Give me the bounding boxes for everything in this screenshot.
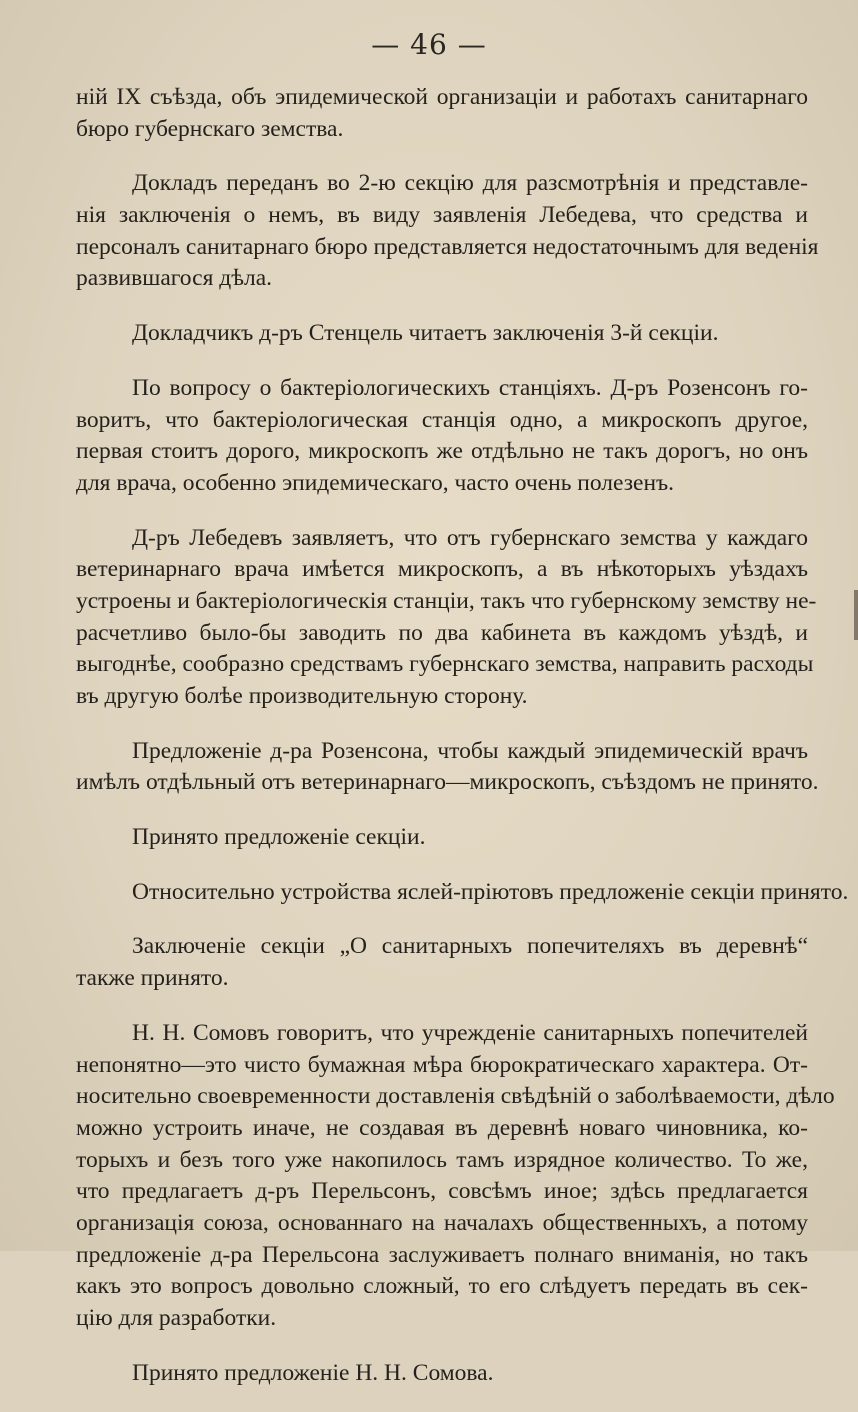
- paragraph-6: [76, 736, 819, 799]
- text-line: Докладъ переданъ во 2-ю секцію для разсмотрѣнія и представле-: [132, 170, 808, 197]
- page-body: [76, 82, 849, 1412]
- text-line: какъ это вопросъ довольно сложный, то его слѣдуетъ передать въ сек-: [76, 1273, 808, 1300]
- text-line: Принято предложеніе секціи.: [132, 824, 426, 851]
- text-line: По вопросу о бактеріологическихъ станціяхъ. Д-ръ Розенсонъ го-: [132, 374, 808, 401]
- paragraph-7: [76, 822, 808, 854]
- text-line: цію для разработки.: [76, 1305, 277, 1331]
- text-line: для врача, особенно эпидемическаго, часто очень полезенъ.: [76, 469, 675, 496]
- text-line: Предложеніе д-ра Розенсона, чтобы каждый эпидемическій врачъ: [132, 737, 808, 764]
- text-line: выгоднѣе, сообразно средствамъ губернскаго земства, направить расходы: [76, 651, 814, 678]
- text-line: организація союза, основаннаго на началахъ общественныхъ, а потому: [76, 1209, 808, 1236]
- text-line: расчетливо было-бы заводить по два кабинета въ каждомъ уѣздѣ, и: [76, 619, 808, 646]
- text-line: Н. Н. Сомовъ говоритъ, что учрежденіе санитарныхъ попечителей: [132, 1019, 808, 1046]
- text-line: бюро губернскаго земства.: [76, 115, 344, 142]
- text-line: имѣлъ отдѣльный отъ ветеринарнаго—микроскопъ, съѣздомъ не принято.: [76, 769, 819, 796]
- text-line: Д-ръ Лебедевъ заявляетъ, что отъ губернскаго земства у каждаго: [132, 524, 808, 551]
- paragraph-11: [76, 1358, 808, 1390]
- text-line: Принято предложеніе Н. Н. Сомова.: [132, 1359, 494, 1386]
- text-line: ветеринарнаго врача имѣется микроскопъ, а въ нѣкоторыхъ уѣздахъ: [76, 556, 808, 583]
- paragraph-5: [76, 523, 817, 713]
- text-line: носительно своевременности доставленія свѣдѣній о заболѣваемости, дѣло: [76, 1083, 835, 1110]
- page-edge-shadow: [854, 590, 858, 640]
- paragraph-1: [76, 82, 808, 145]
- text-line: нія заключенія о немъ, въ виду заявленія Лебедева, что средства и: [76, 202, 808, 229]
- paragraph-2: [76, 168, 819, 295]
- text-line: развившагося дѣла.: [76, 265, 273, 292]
- text-line: воритъ, что бактеріологическая станція одно, а микроскопъ другое,: [76, 406, 808, 433]
- text-line: Заключеніе секціи „О санитарныхъ попечителяхъ въ деревнѣ“: [132, 933, 808, 960]
- text-line: устроены и бактеріологическія станціи, такъ что губернскому земству не-: [76, 587, 817, 614]
- text-line: Докладчикъ д-ръ Стенцель читаетъ заключенія 3-й секціи.: [132, 320, 719, 347]
- text-line: можно устроить иначе, не создавая въ деревнѣ новаго чиновника, ко-: [76, 1114, 808, 1141]
- text-line: что предлагаетъ д-ръ Перельсонъ, совсѣмъ иное; здѣсь предлагается: [76, 1178, 808, 1205]
- text-line: торыхъ и безъ того уже накопилось тамъ изрядное количество. То же,: [76, 1146, 808, 1173]
- text-line: Относительно устройства яслей-пріютовъ предложеніе секціи принято.: [132, 878, 849, 905]
- text-line: предложеніе д-ра Перельсона заслуживаетъ полнаго вниманія, но такъ: [76, 1241, 808, 1268]
- paragraph-4: [76, 373, 808, 500]
- text-line: ній IX съѣзда, объ эпидемической организаціи и работахъ санитарнаго: [76, 84, 808, 110]
- paragraph-10: [76, 1018, 835, 1335]
- text-line: персоналъ санитарнаго бюро представляется недостаточнымъ для веденія: [76, 233, 819, 260]
- text-line: непонятно—это чисто бумажная мѣра бюрократическаго характера. От-: [76, 1051, 808, 1078]
- page-number: — 46 —: [371, 28, 487, 61]
- text-line: первая стоитъ дорого, микроскопъ же отдѣльно не такъ дорогъ, но онъ: [76, 438, 808, 465]
- paragraph-9: [76, 931, 808, 994]
- text-line: также принято.: [76, 965, 229, 992]
- paragraph-8: [76, 877, 849, 909]
- paragraph-3: [76, 318, 808, 350]
- text-line: въ другую болѣе производительную сторону.: [76, 683, 528, 709]
